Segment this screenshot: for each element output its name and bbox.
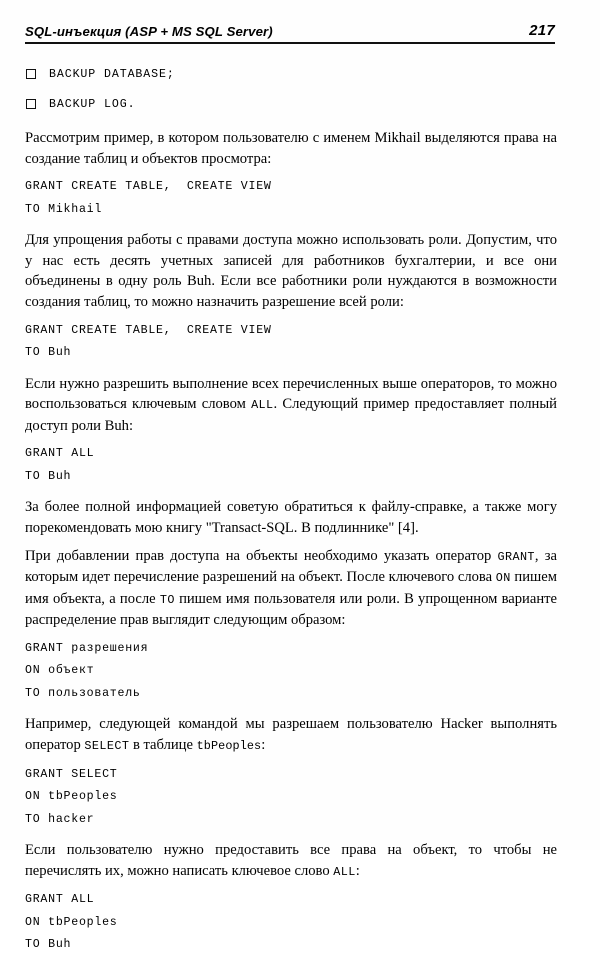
code-line: TO Buh [25,346,72,360]
hollow-square-bullet-icon [26,69,36,79]
inline-identifier-tbpeoples: tbPeoples [196,739,262,753]
backup-statement-list [25,68,557,112]
hollow-square-bullet-icon [26,99,36,109]
code-block-grant-select-hacker [25,764,557,832]
list-item-text: BACKUP LOG. [49,98,136,111]
paragraph-text-segment: При добавлении прав доступа на объекты необходимо указать оператор [25,547,498,564]
paragraph-text-segment: , за которым идет перечисление разрешений на объект. После ключевого слова [25,547,557,586]
paragraph-book-reference: За более полной информацией советую обратиться к файлу-справке, а также могу порекомендовать мою книгу "Transact-SQL. В подлиннике" [4]. [25,499,557,536]
code-line: ON tbPeoples [25,790,118,804]
code-line: TO Buh [25,469,72,483]
paragraph-grant-syntax [25,546,557,631]
code-line: GRANT ALL [25,893,95,907]
code-block-grant-all-tbpeoples [25,889,557,957]
code-line: GRANT CREATE TABLE, CREATE VIEW [25,180,272,194]
code-line: GRANT ALL [25,447,95,461]
code-line: GRANT SELECT [25,767,118,781]
paragraph-text-segment: : [261,737,266,753]
code-line: GRANT CREATE TABLE, CREATE VIEW [25,323,272,337]
running-head [25,22,555,44]
code-line: TO пользователь [25,686,141,700]
paragraph-roles-intro: Для упрощения работы с правами доступа можно использовать роли. Допустим, что у нас есть десять учетных записей для работников бухгалтерии, и все они объединены в одну роль Buh. Если все работники роли нуждаются в возможности создания таблиц, то можно назначить разрешение всей роли: [25,232,557,310]
paragraph-text-segment: в таблице [129,737,197,753]
inline-keyword-all: ALL [251,398,274,413]
inline-keyword-grant: GRANT [497,549,535,564]
paragraph-text-segment: : [355,862,360,879]
code-block-grant-mikhail [25,176,557,221]
code-line: GRANT разрешения [25,641,149,655]
list-item [25,98,557,112]
inline-keyword-on: ON [495,571,511,586]
inline-keyword-to: TO [159,592,175,607]
paragraph-text-segment: пишем имя пользователя или роли. В упрощенном варианте распределение прав выглядит следующим образом: [25,590,558,629]
code-line: ON объект [25,664,95,678]
paragraph-all-keyword [25,374,557,437]
running-head-title: SQL-инъекция (ASP + MS SQL Server) [25,24,273,39]
code-line: TO Buh [25,938,72,952]
code-block-grant-buh [25,320,557,365]
code-line: ON tbPeoples [25,915,118,929]
paragraph-text-segment: . Следующий пример предоставляет полный доступ роли Buh: [25,396,557,434]
list-item-text: BACKUP DATABASE; [49,68,175,81]
list-item [25,68,557,82]
paragraph-text-segment: Если нужно разрешить выполнение всех перечисленных выше операторов, то можно воспользоваться ключевым словом [25,375,557,413]
code-block-grant-all-buh [25,443,557,488]
code-line: TO hacker [25,812,95,826]
page-number: 217 [529,22,555,39]
paragraph-all-rights [25,840,557,882]
code-block-grant-template [25,638,557,706]
inline-keyword-all: ALL [333,864,356,879]
paragraph-text-segment: пишем имя объекта, а после [25,569,557,607]
text-column [25,62,557,966]
paragraph-text-segment: Если пользователю нужно предоставить все права на объект, то чтобы не перечислять их, можно написать ключевое слово [25,842,557,879]
paragraph-mikhail-intro: Рассмотрим пример, в котором пользователю с именем Mikhail выделяются права на создание таблиц и объектов просмотра: [25,130,557,167]
paragraph-text-segment: Например, следующей командой мы разрешаем пользователю Hacker выполнять оператор [25,716,557,753]
paragraph-hacker-select [25,714,557,756]
inline-keyword-select: SELECT [84,739,130,753]
code-line: TO Mikhail [25,202,103,216]
